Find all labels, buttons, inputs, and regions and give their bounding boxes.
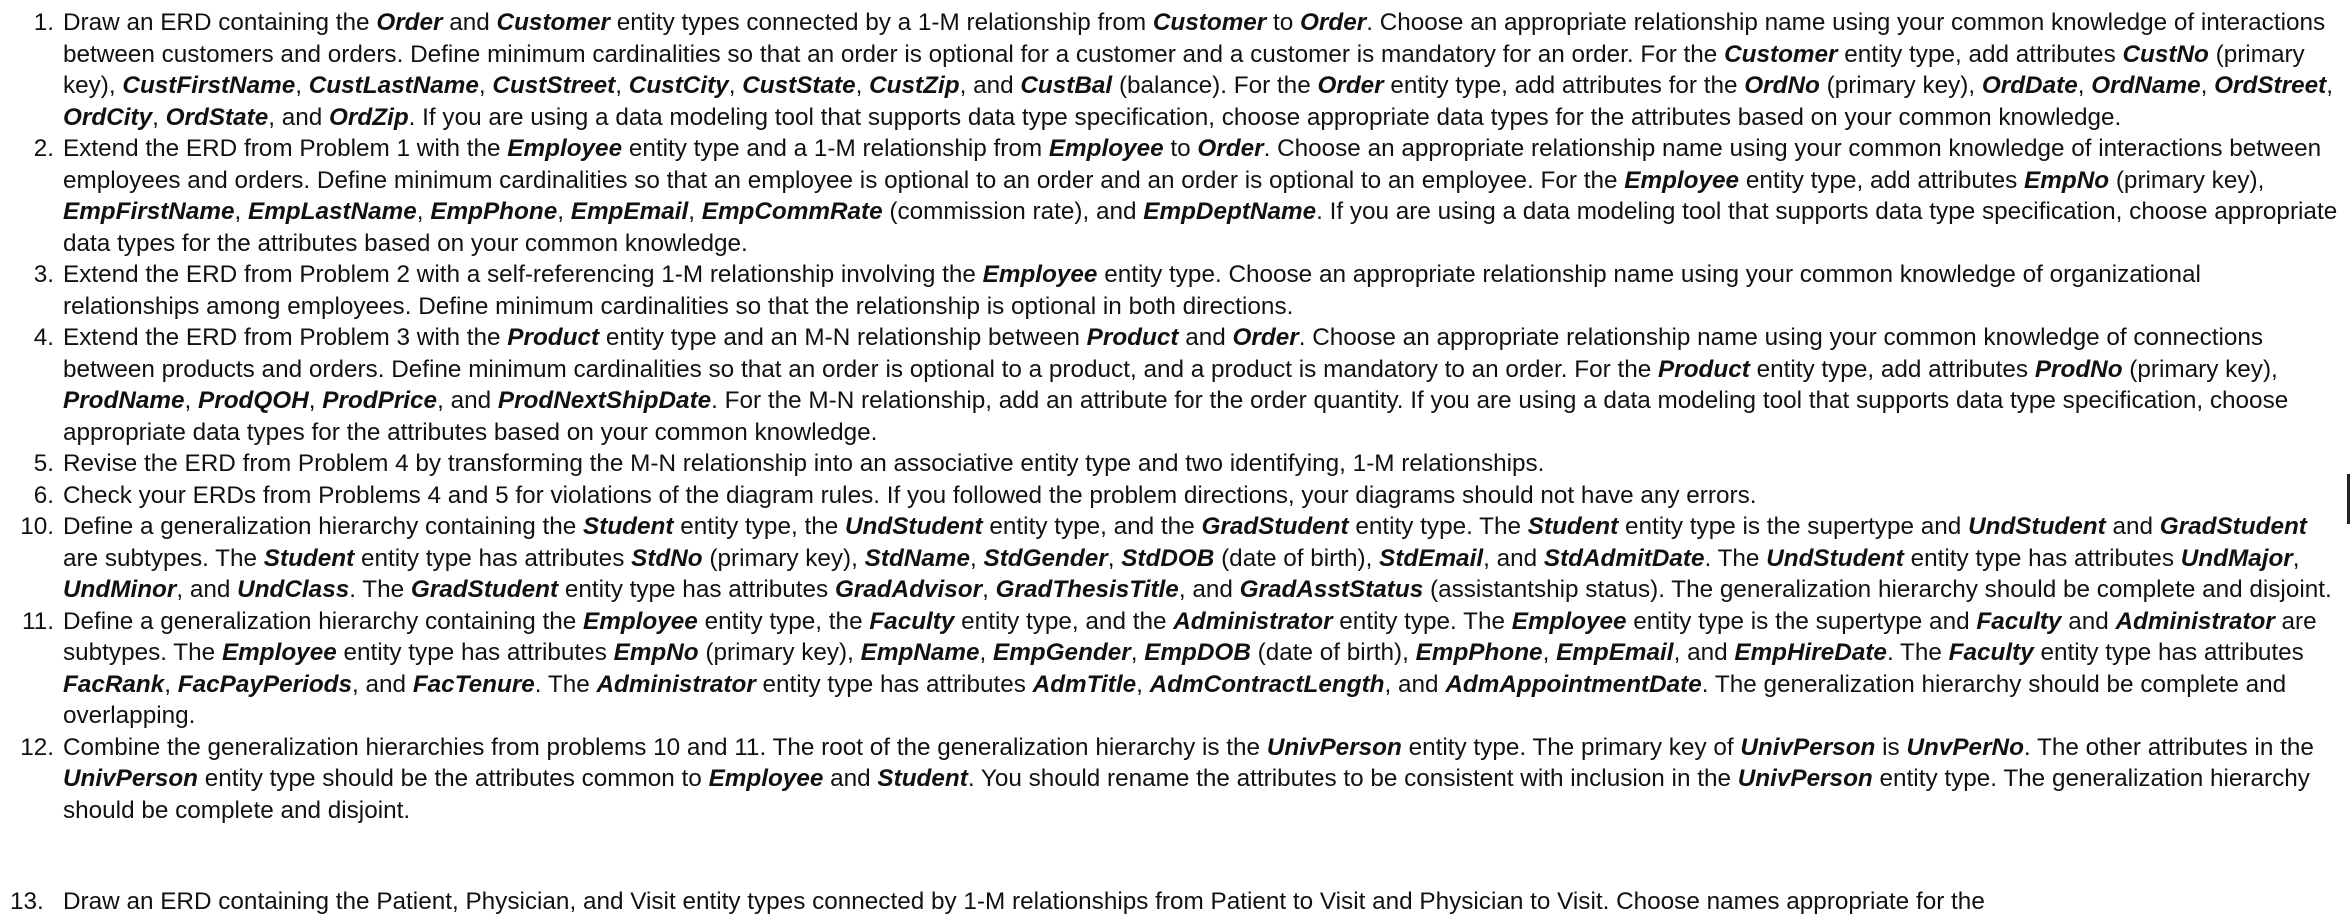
problem-text: and [2105,513,2160,540]
problem-text: . For the M-N relationship, add an attribute for the order quantity. If you are using a data modeling tool that supports data type specification, choose appropriate data types for the attributes based on your common knowledge. [63,387,2289,446]
problem-number: 6. [33,481,54,509]
problem-text: , and [1483,544,1544,572]
problem-text: , [2200,72,2215,99]
problem-text: entity types connected by a 1-M relationship from [609,9,1153,36]
entity-term: CustNo [2122,40,2209,68]
entity-term: GradThesisTitle [995,576,1179,603]
entity-term: Customer [496,9,610,36]
problem-text: , [478,72,493,99]
problem-text: (primary key), [698,639,861,666]
problem-item [0,322,2350,448]
entity-term: CustBal [1020,72,1113,99]
entity-term: EmpNo [613,639,699,666]
entity-term: OrdNo [1744,72,1820,99]
entity-term: FacPayPeriods [177,670,353,698]
entity-term: EmpDeptName [1143,198,1317,225]
problem-text: , [2292,544,2300,572]
entity-term: Employee [1511,607,1627,635]
problem-text: entity type, add attributes for the [1383,72,1745,99]
entity-term: CustCity [628,72,729,99]
entity-term: CustLastName [308,72,479,99]
entity-term: FacRank [63,670,165,698]
problem-text: . The [534,670,597,698]
entity-term: EmpGender [993,639,1131,666]
problem-text: , and [1384,670,1446,698]
problem-item [0,7,2350,133]
problem-item [0,133,2350,259]
problem-text: is [1875,733,1907,761]
problem-text: entity type, add attributes [1837,40,2123,68]
entity-term: CustFirstName [122,72,296,99]
problem-text: are subtypes. The [63,544,264,572]
problem-text: . Choose an appropriate relationship name using your common knowledge of interactions between employees and orders. Define minimum cardinalities so that an employee is optional to an order and an order is optional to an employee. For the [63,135,2322,194]
problem-text: (primary key), [1819,72,1982,99]
entity-term: EmpName [860,639,980,666]
problem-text: , [416,198,431,225]
entity-term: UndMinor [63,576,177,603]
problem-text: entity type is the supertype and [1626,607,1977,635]
problem-text: entity type has attributes [2033,639,2304,666]
problem-text: (primary key), [702,544,865,572]
problem-text: , [234,198,248,225]
problem-text: Define a generalization hierarchy containing the [63,607,584,635]
cutoff-problem-text: Draw an ERD containing the Patient, Physician, and Visit entity types connected by 1-M relationships from Patient to Visit and Physician to Visit. Choose names appropriate for the [63,888,1985,915]
problem-text: , and [1178,576,1240,603]
problem-text: Extend the ERD from Problem 2 with a self-referencing 1-M relationship involving the [63,261,983,288]
entity-term: EmpPhone [1415,639,1543,666]
problem-text: (primary key), [2122,355,2278,383]
entity-term: StdAdmitDate [1543,544,1705,572]
entity-term: Customer [1724,40,1838,68]
entity-term: Order [376,9,443,36]
problem-text: entity type. The [1332,607,1512,635]
entity-term: EmpPhone [430,198,558,225]
entity-term: UndStudent [844,513,983,540]
entity-term: Faculty [1948,639,2034,666]
problem-text: (balance). For the [1112,72,1318,99]
entity-term: Student [263,544,355,572]
problem-text: entity type, the [697,607,870,635]
entity-term: ProdNextShipDate [497,387,712,414]
entity-term: ProdPrice [322,387,438,414]
problem-text: . If you are using a data modeling tool that supports data type specification, choose appropriate data types for the attributes based on your common knowledge. [408,103,2122,131]
entity-term: GradStudent [1201,513,1349,540]
entity-term: FacTenure [412,670,535,698]
problem-text: , [295,72,309,99]
problem-text: , [1542,639,1557,666]
entity-term: Product [507,324,600,351]
entity-term: OrdCity [63,103,153,131]
cutoff-problem-number: 13. [10,888,44,915]
problem-number: 11. [22,607,54,635]
entity-term: StdDOB [1121,544,1215,572]
problem-text: , [2326,72,2333,99]
entity-term: Administrator [2115,607,2275,635]
entity-term: EmpCommRate [701,198,883,225]
entity-term: UndMajor [2180,544,2293,572]
entity-term: CustState [742,72,856,99]
problem-text: entity type should be the attributes common to [198,765,709,792]
problem-text: Combine the generalization hierarchies from problems 10 and 11. The root of the generalization hierarchy is the [63,733,1267,761]
entity-term: UnvPerNo [1906,733,2024,761]
entity-term: Order [1232,324,1299,351]
entity-term: AdmContractLength [1149,670,1385,698]
entity-term: Employee [583,607,698,635]
entity-term: GradStudent [2159,513,2307,540]
entity-term: EmpNo [2024,166,2110,194]
entity-term: Administrator [1173,607,1333,635]
problem-text: entity type has attributes [1903,544,2181,572]
entity-term: GradAdvisor [834,576,983,603]
problem-text: , [855,72,870,99]
entity-term: CustStreet [492,72,616,99]
problem-text: entity type, the [673,513,845,540]
cutoff-problem [0,880,2350,915]
problem-number: 1. [33,9,54,36]
problem-text: entity type and a 1-M relationship from [622,135,1049,162]
entity-term: ProdName [63,387,185,414]
problem-text: . The [349,576,411,603]
problem-text: . If you are using a data modeling tool that supports data type specification, choose appropriate data types for the attributes based on your common knowledge. [63,198,2338,257]
problem-text: entity type has attributes [354,544,632,572]
problem-text: entity type. The [1348,513,1528,540]
entity-term: Order [1300,9,1367,36]
problem-text: Extend the ERD from Problem 3 with the [63,324,508,351]
entity-term: OrdState [165,103,269,131]
entity-term: EmpHireDate [1734,639,1887,666]
problem-text: , [557,198,571,225]
problem-text: Check your ERDs from Problems 4 and 5 for violations of the diagram rules. If you followed the problem directions, your diagrams should not have any errors. [63,481,1757,509]
problem-text: (assistantship status). The generalization hierarchy should be complete and disjoint. [1423,576,2332,603]
entity-term: UnivPerson [63,765,199,792]
problem-text: and [823,765,878,792]
entity-term: OrdDate [1981,72,2078,99]
problem-text: . Choose an appropriate relationship name using your common knowledge of connections between products and orders. Define minimum cardinalities so that an order is optional to a product, and a product is mandatory to an order. For the [63,324,2264,383]
problem-number: 12. [20,733,54,761]
problem-number: 5. [33,450,54,477]
problem-text: entity type. The primary key of [1401,733,1741,761]
entity-term: Order [1317,72,1384,99]
entity-term: StdName [864,544,970,572]
problem-text: , and [1673,639,1735,666]
problem-text: entity type. The generalization hierarchy should be complete and disjoint. [63,765,2310,824]
problem-text: , [969,544,984,572]
entity-term: StdNo [631,544,703,572]
problem-text: , [164,670,178,698]
entity-term: ProdNo [2034,355,2123,383]
entity-term: OrdName [2091,72,2201,99]
entity-term: Employee [221,639,337,666]
problem-text: (date of birth), [1214,544,1380,572]
problem-text: , [728,72,743,99]
problem-text: to [1163,135,1198,162]
problem-item [0,511,2350,606]
entity-term: UnivPerson [1737,765,1873,792]
problem-text: and [1178,324,1233,351]
problem-text: , [688,198,702,225]
problem-number: 3. [33,261,54,288]
problem-text: , [1130,639,1145,666]
problem-text: entity type has attributes [336,639,614,666]
problem-number: 2. [33,135,54,162]
problem-number: 10. [20,513,54,540]
entity-term: Product [1658,355,1750,383]
problem-item [0,732,2350,827]
problem-text: are subtypes. The [63,607,2317,666]
entity-term: OrdStreet [2214,72,2327,99]
problem-text: , [2077,72,2092,99]
problem-text: , [615,72,629,99]
entity-term: Faculty [869,607,955,635]
problem-text: , [308,387,323,414]
entity-term: UnivPerson [1740,733,1876,761]
entity-term: AdmAppointmentDate [1445,670,1702,698]
problem-text: to [1266,9,1301,36]
entity-term: GradStudent [410,576,559,603]
problem-text: . You should rename the attributes to be consistent with inclusion in the [967,765,1738,792]
entity-term: StdEmail [1379,544,1484,572]
problem-text: . The other attributes in the [2023,733,2314,761]
entity-term: EmpDOB [1144,639,1251,666]
problem-text: , and [176,576,238,603]
entity-term: EmpEmail [570,198,689,225]
entity-term: UndClass [237,576,350,603]
entity-term: Employee [708,765,824,792]
problem-text: , [1136,670,1150,698]
entity-term: Employee [1624,166,1740,194]
entity-term: Student [877,765,968,792]
problem-text: entity type has attributes [755,670,1033,698]
problem-text: , and [268,103,330,131]
problem-text: . Choose an appropriate relationship name using your common knowledge of interactions between customers and orders. Define minimum cardinalities so that an order is optional for a customer and a customer is mandatory for an order. For the [63,9,2326,68]
problem-text: . The [1704,544,1767,572]
entity-term: StdGender [983,544,1108,572]
entity-term: Order [1197,135,1264,162]
entity-term: Customer [1152,9,1267,36]
entity-term: GradAsstStatus [1239,576,1424,603]
problem-text: (commission rate), and [882,198,1144,225]
problem-item [0,259,2350,322]
entity-term: AdmTitle [1032,670,1137,698]
entity-term: Employee [1048,135,1164,162]
entity-term: CustZip [869,72,960,99]
entity-term: OrdZip [329,103,409,131]
problem-text: Extend the ERD from Problem 1 with the [63,135,508,162]
problem-item [0,448,2350,480]
problem-text: entity type, and the [982,513,1202,540]
entity-term: EmpLastName [248,198,417,225]
entity-term: UndStudent [1968,513,2106,540]
problem-text: , [152,103,166,131]
entity-term: Faculty [1976,607,2062,635]
problem-text: entity type, add attributes [1739,166,2025,194]
problem-text: , and [959,72,1021,99]
problem-text: , [979,639,993,666]
problem-text: entity type. Choose an appropriate relationship name using your common knowledge of organizational relationships among employees. Define minimum cardinalities so that the relationship is optional in both directions. [63,261,2201,320]
entity-term: Employee [982,261,1098,288]
problem-text: , and [437,387,498,414]
entity-term: Employee [507,135,623,162]
problem-text: , and [352,670,413,698]
entity-term: Student [583,513,674,540]
problem-text: Draw an ERD containing the [63,9,377,36]
problem-text: (date of birth), [1250,639,1416,666]
problem-item [0,606,2350,732]
problem-item [0,480,2350,512]
entity-term: UnivPerson [1266,733,1402,761]
problem-text: , [982,576,996,603]
problem-text: entity type, and the [954,607,1174,635]
problem-text: , [1107,544,1122,572]
problem-text: entity type has attributes [558,576,835,603]
problem-list [0,7,2350,826]
problem-text: and [442,9,497,36]
problem-text: Revise the ERD from Problem 4 by transforming the M-N relationship into an associative entity type and two identifying, 1-M relationships. [63,450,1545,477]
entity-term: Administrator [596,670,756,698]
entity-term: EmpFirstName [63,198,235,225]
entity-term: ProdQOH [198,387,309,414]
problem-text: (primary key), [2109,166,2265,194]
entity-term: EmpEmail [1556,639,1674,666]
problem-text: (primary key), [63,40,2305,99]
entity-term: UndStudent [1766,544,1904,572]
problem-text: , [184,387,199,414]
problem-text: entity type is the supertype and [1618,513,1969,540]
entity-term: Student [1527,513,1619,540]
problem-text: Define a generalization hierarchy containing the [63,513,584,540]
problem-text: entity type, add attributes [1749,355,2035,383]
problem-text: and [2061,607,2116,635]
problem-text: entity type and an M-N relationship between [599,324,1087,351]
entity-term: Product [1086,324,1179,351]
problem-number: 4. [33,324,54,351]
problem-text: . The [1886,639,1949,666]
problem-text: . The generalization hierarchy should be complete and overlapping. [63,670,2287,729]
